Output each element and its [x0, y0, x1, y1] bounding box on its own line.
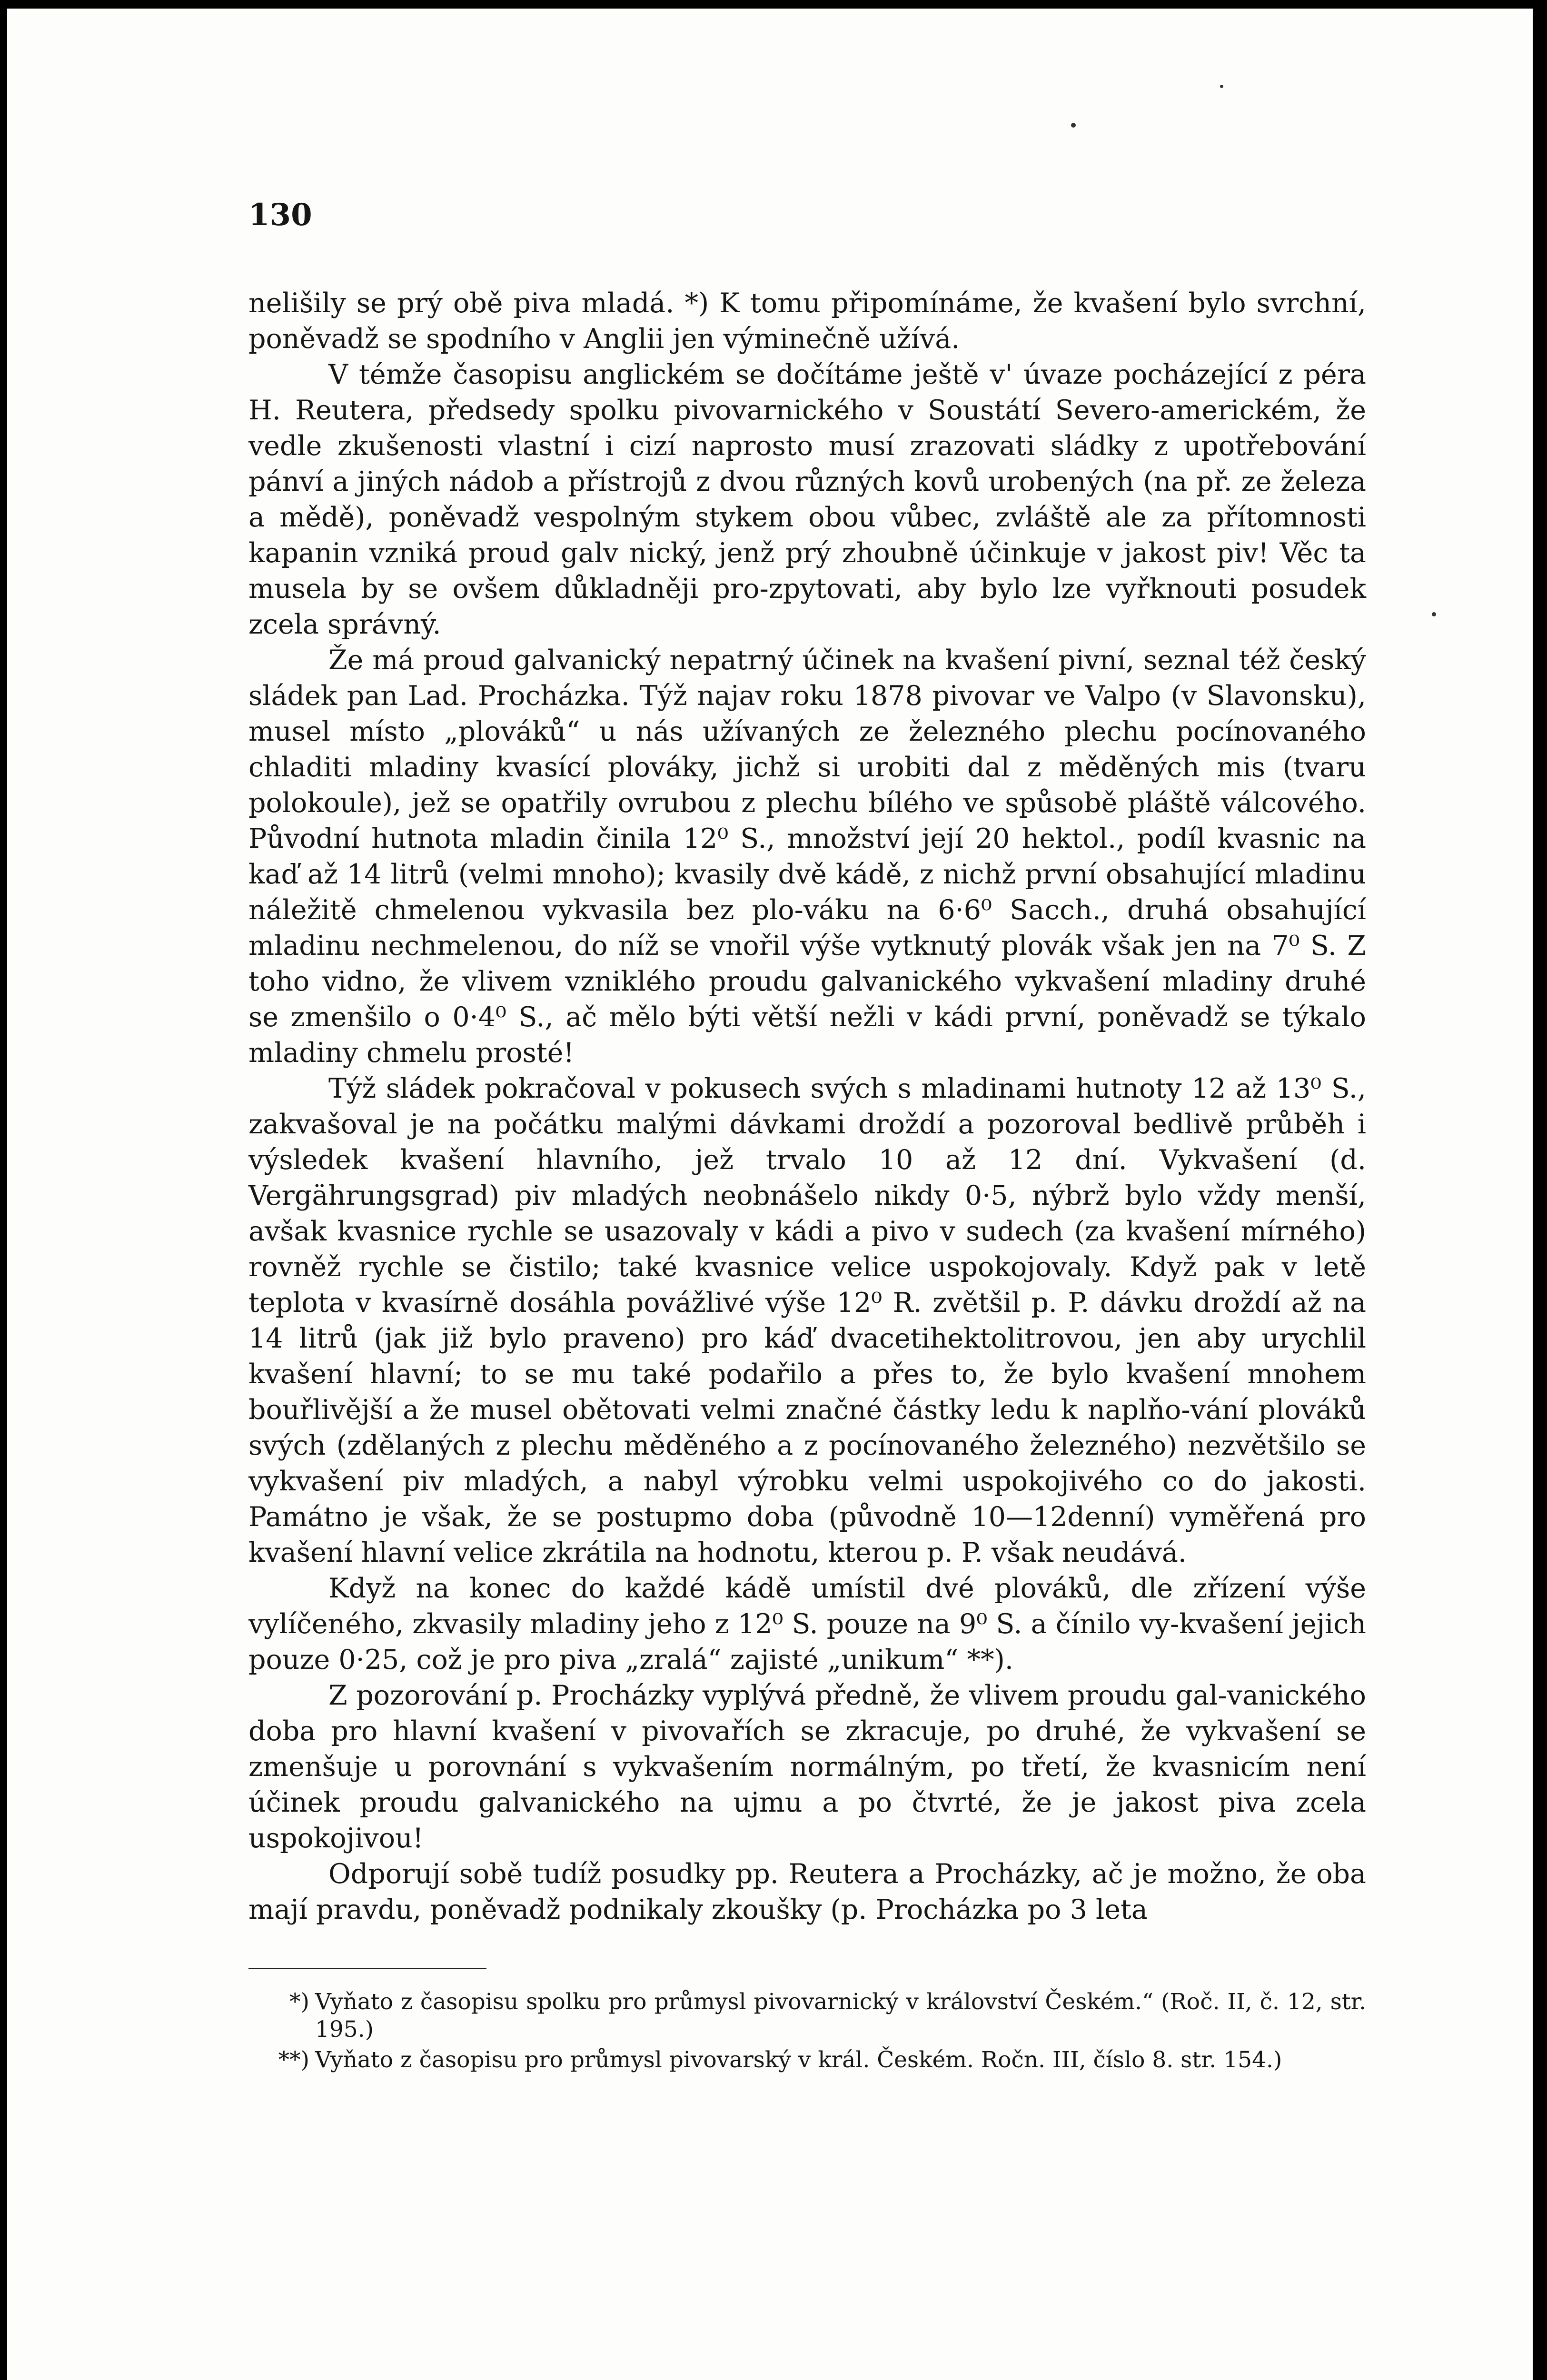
- body-text: [248, 286, 1366, 1928]
- footnote-text: Vyňato z časopisu spolku pro průmysl pivovarnický v království Českém.“ (Roč. II, č. 12, str. 195.): [315, 1989, 1366, 2043]
- footnote: [248, 2046, 1366, 2074]
- paragraph: Odporují sobě tudíž posudky pp. Reutera a Procházky, ač je možno, že oba mají pravdu, poněvadž podnikaly zkoušky (p. Procházka po 3 leta: [248, 1858, 1366, 1925]
- paragraph: V témže časopisu anglickém se dočítáme ještě v' úvaze pocházející z péra H. Reutera, předsedy spolku pivovarnického v Soustátí Severo-americkém, že vedle zkušenosti vlastní i cizí naprosto musí zrazovati sládky z upotřebování pánví a jiných nádob a přístrojů z dvou různých kovů urobených (na př. ze železa a mědě), poněvadž vespolným stykem obou vůbec, zvláště ale za přítomnosti kapanin vzniká proud galv nický, jenž prý zhoubně účinkuje v jakost piv! Věc ta musela by se ovšem důkladněji pro-zpytovati, aby bylo lze vyřknouti posudek zcela správný.: [248, 359, 1366, 640]
- footnote-text: Vyňato z časopisu pro průmysl pivovarský v král. Českém. Ročn. III, číslo 8. str. 154.): [315, 2047, 1282, 2073]
- print-speck: [1432, 612, 1436, 616]
- print-speck: [1220, 85, 1223, 88]
- page-number: 130: [248, 197, 312, 233]
- text-block: [248, 196, 1366, 2077]
- paragraph: Týž sládek pokračoval v pokusech svých s mladinami hutnoty 12 až 13⁰ S., zakvašoval je na počátku malými dávkami droždí a pozoroval bedlivě průběh i výsledek kvašení hlavního, jež trvalo 10 až 12 dní. Vykvašení (d. Vergährungsgrad) piv mladých neobnášelo nikdy 0·5, nýbrž bylo vždy menší, avšak kvasnice rychle se usazovaly v kádi a pivo v sudech (za kvašení mírného) rovněž rychle se čistilo; také kvasnice velice uspokojovaly. Když pak v letě teplota v kvasírně dosáhla povážlivé výše 12⁰ R. zvětšil p. P. dávku droždí až na 14 litrů (jak již bylo praveno) pro káď dvacetihektolitrovou, jen aby urychlil kvašení hlavní; to se mu také podařilo a přes to, že bylo kvašení mnohem bouřlivější a že musel obětovati velmi značné částky ledu k naplňo-vání plováků svých (zdělaných z plechu měděného a z pocínovaného železného) nezvětšilo se vykvašení piv mladých, a nabyl výrobku velmi uspokojivého co do jakosti. Památno je však, že se postupmo doba (původně 10—12denní) vyměřená pro kvašení hlavní velice zkrátila na hodnotu, kterou p. P. však neudává.: [248, 1073, 1366, 1568]
- footnote-divider: [248, 1968, 486, 1969]
- paragraph: Že má proud galvanický nepatrný účinek na kvašení pivní, seznal též český sládek pan Lad. Procházka. Týž najav roku 1878 pivovar ve Valpo (v Slavonsku), musel místo „plováků“ u nás užívaných ze železného plechu pocínovaného chladiti mladiny kvasící plováky, jichž si urobiti dal z měděných mis (tvaru polokoule), jež se opatřily ovrubou z plechu bílého ve spůsobě pláště válcového. Původní hutnota mladin činila 12⁰ S., množství její 20 hektol., podíl kvasnic na kaď až 14 litrů (velmi mnoho); kvasily dvě kádě, z nichž první obsahující mladinu náležitě chmelenou vykvasila bez plo-váku na 6·6⁰ Sacch., druhá obsahující mladinu nechmelenou, do níž se vnořil výše vytknutý plovák však jen na 7⁰ S. Z toho vidno, že vlivem vzniklého proudu galvanického vykvašení mladiny druhé se zmenšilo o 0·4⁰ S., ač mělo býti větší nežli v kádi první, poněvadž se týkalo mladiny chmelu prosté!: [248, 645, 1366, 1069]
- footnote-mark: *): [289, 1989, 309, 2015]
- footnote-mark: **): [278, 2047, 309, 2073]
- paragraph: nelišily se prý obě piva mladá. *) K tomu připomínáme, že kvašení bylo svrchní, poněvadž se spodního v Anglii jen výminečně užívá.: [248, 288, 1366, 355]
- paragraph: Z pozorování p. Procházky vyplývá předně, že vlivem proudu gal-vanického doba pro hlavní kvašení v pivovařích se zkracuje, po druhé, že vykvašení se zmenšuje u porovnání s vykvašením normálným, po třetí, že kvasnicím není účinek proudu galvanického na ujmu a po čtvrté, že je jakost piva zcela uspokojivou!: [248, 1680, 1366, 1854]
- footnote: [248, 1988, 1366, 2043]
- print-speck: [1071, 123, 1076, 128]
- footnotes: [248, 1988, 1366, 2074]
- paragraph: Když na konec do každé kádě umístil dvé plováků, dle zřízení výše vylíčeného, zkvasily mladiny jeho z 12⁰ S. pouze na 9⁰ S. a čínilo vy-kvašení jejich pouze 0·25, což je pro piva „zralá“ zajisté „unikum“ **).: [248, 1573, 1366, 1676]
